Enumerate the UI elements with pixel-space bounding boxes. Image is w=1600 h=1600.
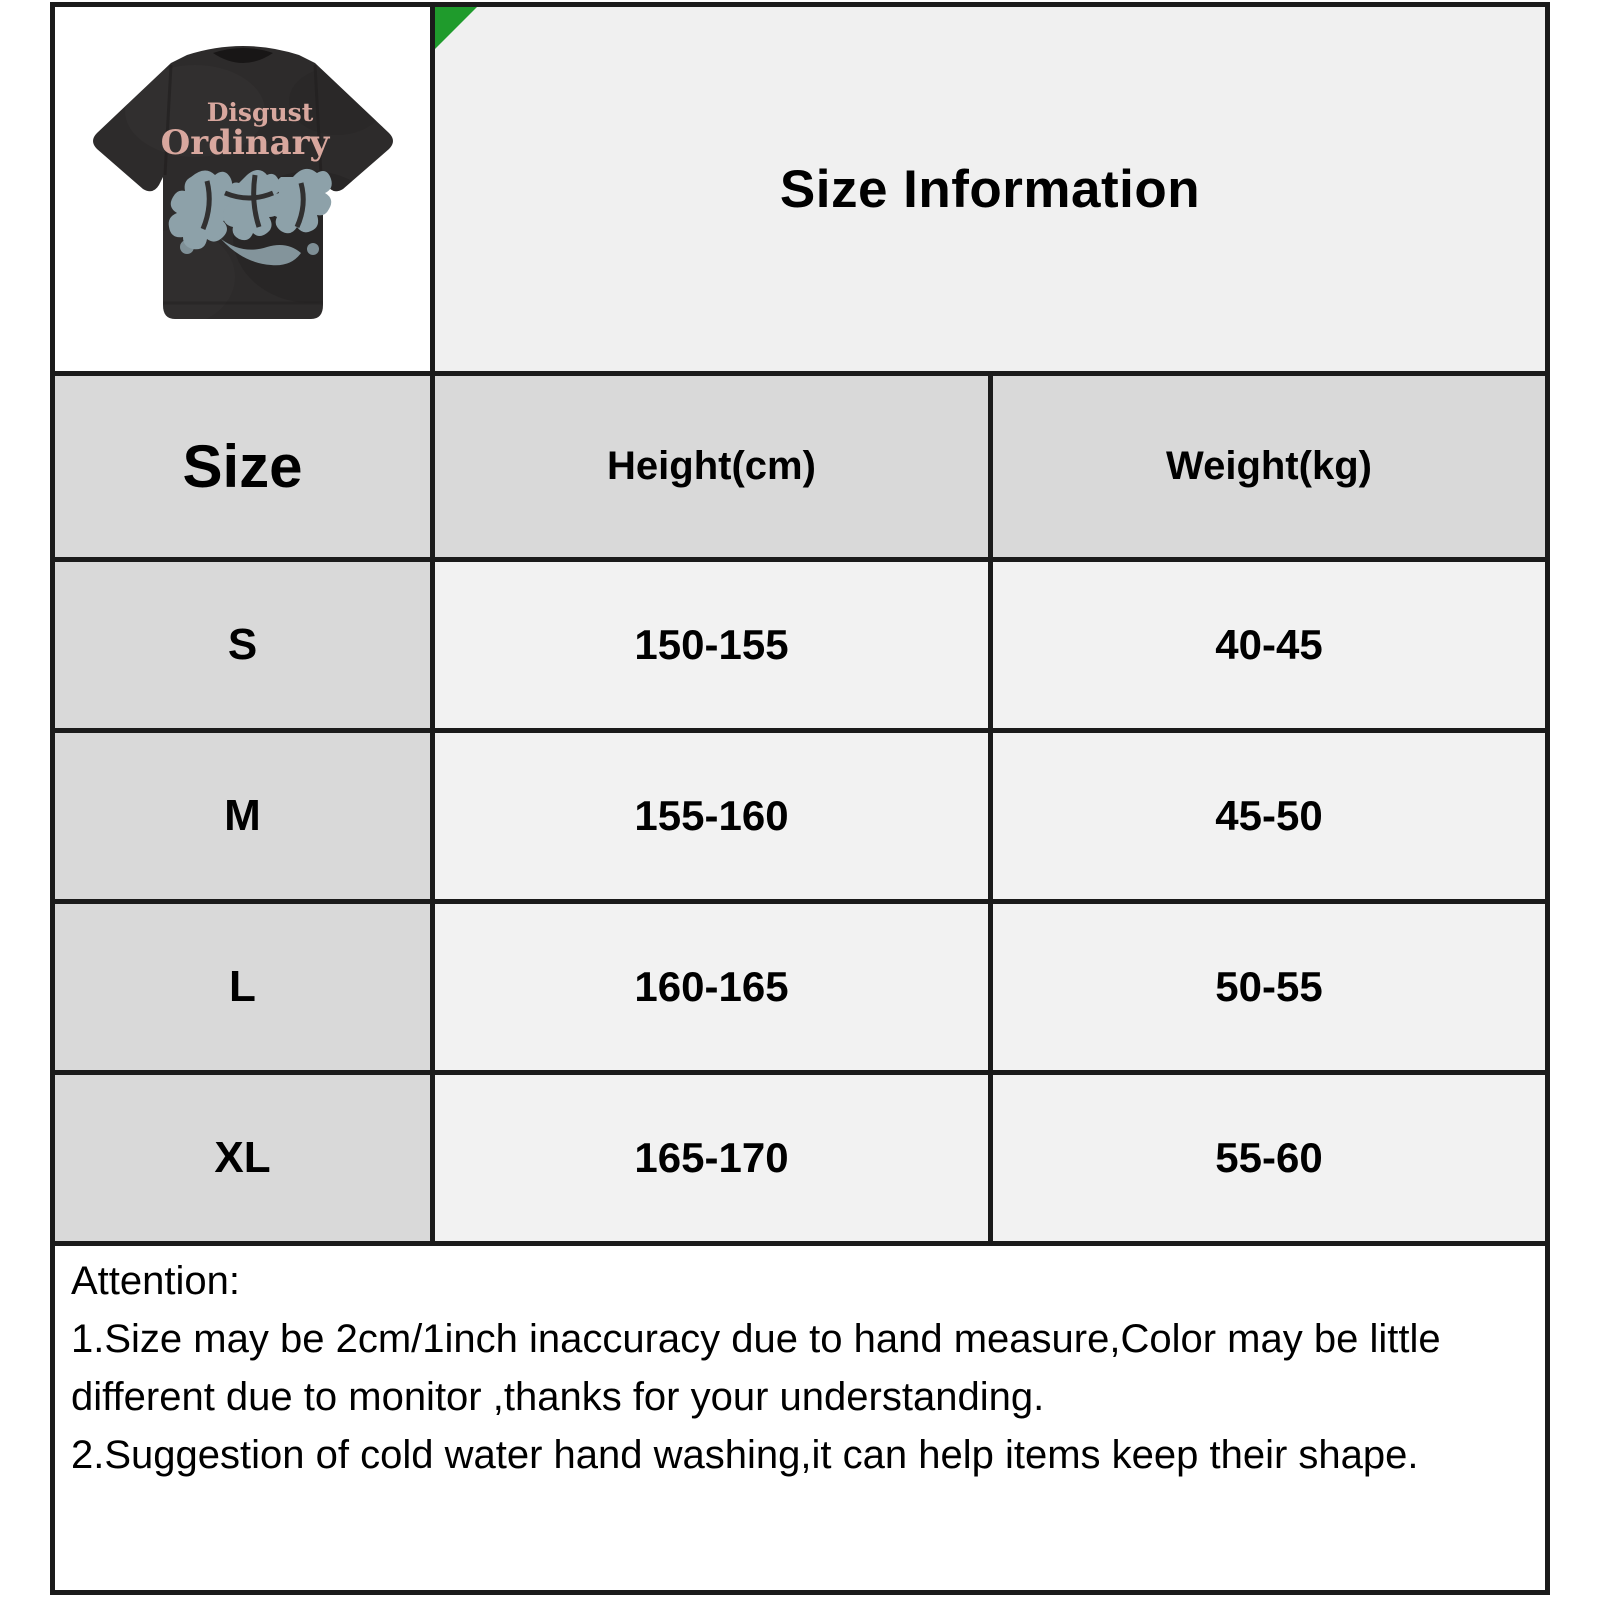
cell-corner-marker-icon (435, 7, 477, 49)
table-row-m (53, 731, 1548, 902)
title-cell (433, 5, 1548, 374)
product-image-cell (53, 5, 433, 374)
attention-note-1b: different due to monitor ,thanks for your understanding. (71, 1375, 1045, 1419)
table-row-s (53, 560, 1548, 731)
column-header-height: Height(cm) (433, 374, 991, 560)
weight-value: 40-45 (991, 560, 1548, 731)
attention-row (53, 1244, 1548, 1593)
size-label: M (53, 731, 433, 902)
attention-note-1a: 1.Size may be 2cm/1inch inaccuracy due to hand measure,Color may be little (71, 1317, 1441, 1361)
size-label: L (53, 902, 433, 1073)
attention-label: Attention: (71, 1259, 241, 1303)
table-header-row (53, 374, 1548, 560)
weight-value: 50-55 (991, 902, 1548, 1073)
attention-cell (53, 1244, 1548, 1593)
size-label: XL (53, 1073, 433, 1244)
table-row-xl (53, 1073, 1548, 1244)
height-value: 150-155 (433, 560, 991, 731)
weight-value: 55-60 (991, 1073, 1548, 1244)
height-value: 165-170 (433, 1073, 991, 1244)
height-value: 155-160 (433, 731, 991, 902)
size-label: S (53, 560, 433, 731)
shirt-text-line2: Ordinary (160, 123, 329, 163)
product-title-row (53, 5, 1548, 374)
column-header-weight: Weight(kg) (991, 374, 1548, 560)
shirt-text-line1: Disgust (206, 98, 313, 127)
column-header-size: Size (53, 374, 433, 560)
height-value: 160-165 (433, 902, 991, 1073)
attention-note-2: 2.Suggestion of cold water hand washing,it can help items keep their shape. (71, 1433, 1419, 1477)
table-row-l (53, 902, 1548, 1073)
page-title: Size Information (779, 159, 1201, 219)
product-tshirt-image (75, 41, 411, 337)
weight-value: 45-50 (991, 731, 1548, 902)
size-table (50, 2, 1550, 1595)
